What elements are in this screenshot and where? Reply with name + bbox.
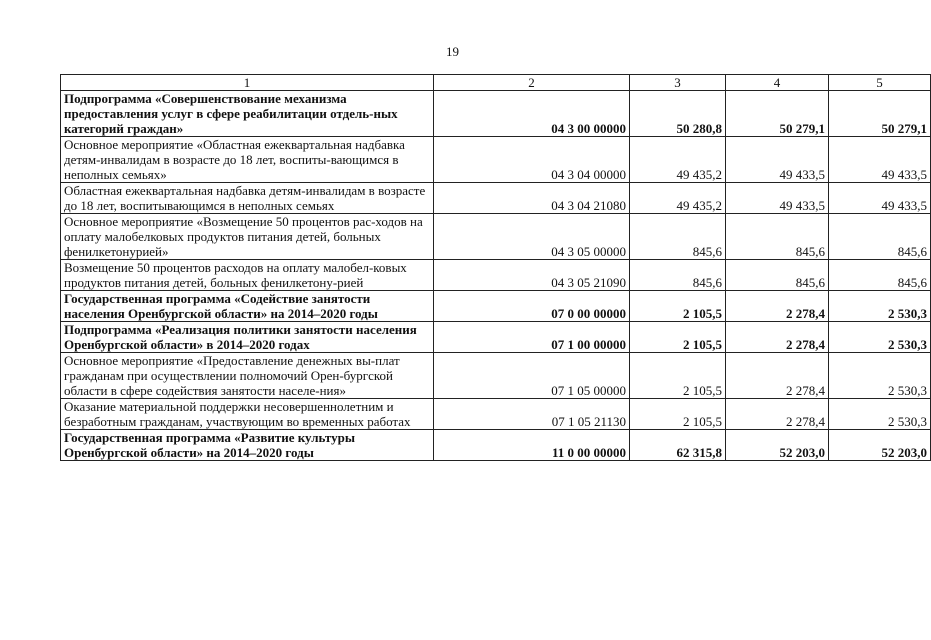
row-code-cell: 11 0 00 00000 [434, 430, 630, 461]
row-code-cell: 07 1 00 00000 [434, 322, 630, 353]
header-col-5: 5 [829, 75, 931, 91]
row-value-col5: 2 530,3 [829, 399, 931, 430]
row-value-col4: 49 433,5 [726, 137, 829, 183]
row-value-col3: 50 280,8 [630, 91, 726, 137]
row-value-col3: 2 105,5 [630, 322, 726, 353]
row-code-cell: 04 3 05 21090 [434, 260, 630, 291]
row-value-col4: 50 279,1 [726, 91, 829, 137]
row-name-cell: Возмещение 50 процентов расходов на оплату малобел-ковых продуктов питания детей, больных фенилкетону-рией [61, 260, 434, 291]
table-row [61, 430, 931, 461]
page-number: 19 [446, 44, 459, 59]
row-name-cell: Государственная программа «Развитие культуры Оренбургской области» на 2014–2020 годы [61, 430, 434, 461]
row-name-cell: Основное мероприятие «Предоставление денежных вы-плат гражданам при осуществлении полномочий Орен-бургской области в сфере содействия занятости населе-ния» [61, 353, 434, 399]
header-col-1: 1 [61, 75, 434, 91]
row-value-col5: 49 433,5 [829, 137, 931, 183]
row-code-cell: 04 3 04 00000 [434, 137, 630, 183]
row-value-col5: 2 530,3 [829, 322, 931, 353]
row-name-cell: Основное мероприятие «Областная ежеквартальная надбавка детям-инвалидам в возрасте до 18 лет, воспиты-вающимся в неполных семьях» [61, 137, 434, 183]
row-code-cell: 04 3 05 00000 [434, 214, 630, 260]
row-value-col3: 2 105,5 [630, 291, 726, 322]
row-value-col5: 52 203,0 [829, 430, 931, 461]
row-value-col4: 845,6 [726, 260, 829, 291]
row-name-cell: Подпрограмма «Совершенствование механизма предоставления услуг в сфере реабилитации отдель-ных категорий граждан» [61, 91, 434, 137]
table-row [61, 260, 931, 291]
row-name-cell: Основное мероприятие «Возмещение 50 процентов рас-ходов на оплату малобелковых продуктов питания детей, больных фенилкетонурией» [61, 214, 434, 260]
row-value-col5: 50 279,1 [829, 91, 931, 137]
row-name-cell: Подпрограмма «Реализация политики занятости населения Оренбургской области» в 2014–2020 годах [61, 322, 434, 353]
row-value-col3: 2 105,5 [630, 353, 726, 399]
table-row [61, 399, 931, 430]
row-name-cell: Оказание материальной поддержки несовершеннолетним и безработным гражданам, участвующим во временных работах [61, 399, 434, 430]
row-name-cell: Областная ежеквартальная надбавка детям-инвалидам в возрасте до 18 лет, воспитывающимся в неполных семьях [61, 183, 434, 214]
row-value-col4: 2 278,4 [726, 322, 829, 353]
row-value-col5: 845,6 [829, 214, 931, 260]
row-code-cell: 04 3 04 21080 [434, 183, 630, 214]
row-value-col5: 2 530,3 [829, 291, 931, 322]
row-value-col4: 49 433,5 [726, 183, 829, 214]
row-value-col4: 52 203,0 [726, 430, 829, 461]
table-row [61, 137, 931, 183]
table-row [61, 353, 931, 399]
row-value-col3: 845,6 [630, 214, 726, 260]
header-col-3: 3 [630, 75, 726, 91]
row-value-col3: 49 435,2 [630, 183, 726, 214]
header-col-4: 4 [726, 75, 829, 91]
row-code-cell: 07 1 05 21130 [434, 399, 630, 430]
row-value-col3: 2 105,5 [630, 399, 726, 430]
row-value-col4: 845,6 [726, 214, 829, 260]
row-value-col4: 2 278,4 [726, 291, 829, 322]
row-value-col3: 49 435,2 [630, 137, 726, 183]
row-code-cell: 07 1 05 00000 [434, 353, 630, 399]
table-row [61, 291, 931, 322]
header-col-2: 2 [434, 75, 630, 91]
row-value-col4: 2 278,4 [726, 399, 829, 430]
row-code-cell: 07 0 00 00000 [434, 291, 630, 322]
budget-table [60, 74, 931, 461]
table-row [61, 214, 931, 260]
table-row [61, 183, 931, 214]
table-row [61, 322, 931, 353]
table-row [61, 91, 931, 137]
row-name-cell: Государственная программа «Содействие занятости населения Оренбургской области» на 2014–2020 годы [61, 291, 434, 322]
row-value-col5: 2 530,3 [829, 353, 931, 399]
row-value-col4: 2 278,4 [726, 353, 829, 399]
row-value-col5: 845,6 [829, 260, 931, 291]
row-value-col3: 845,6 [630, 260, 726, 291]
row-value-col5: 49 433,5 [829, 183, 931, 214]
header-row [61, 75, 931, 91]
row-code-cell: 04 3 00 00000 [434, 91, 630, 137]
row-value-col3: 62 315,8 [630, 430, 726, 461]
